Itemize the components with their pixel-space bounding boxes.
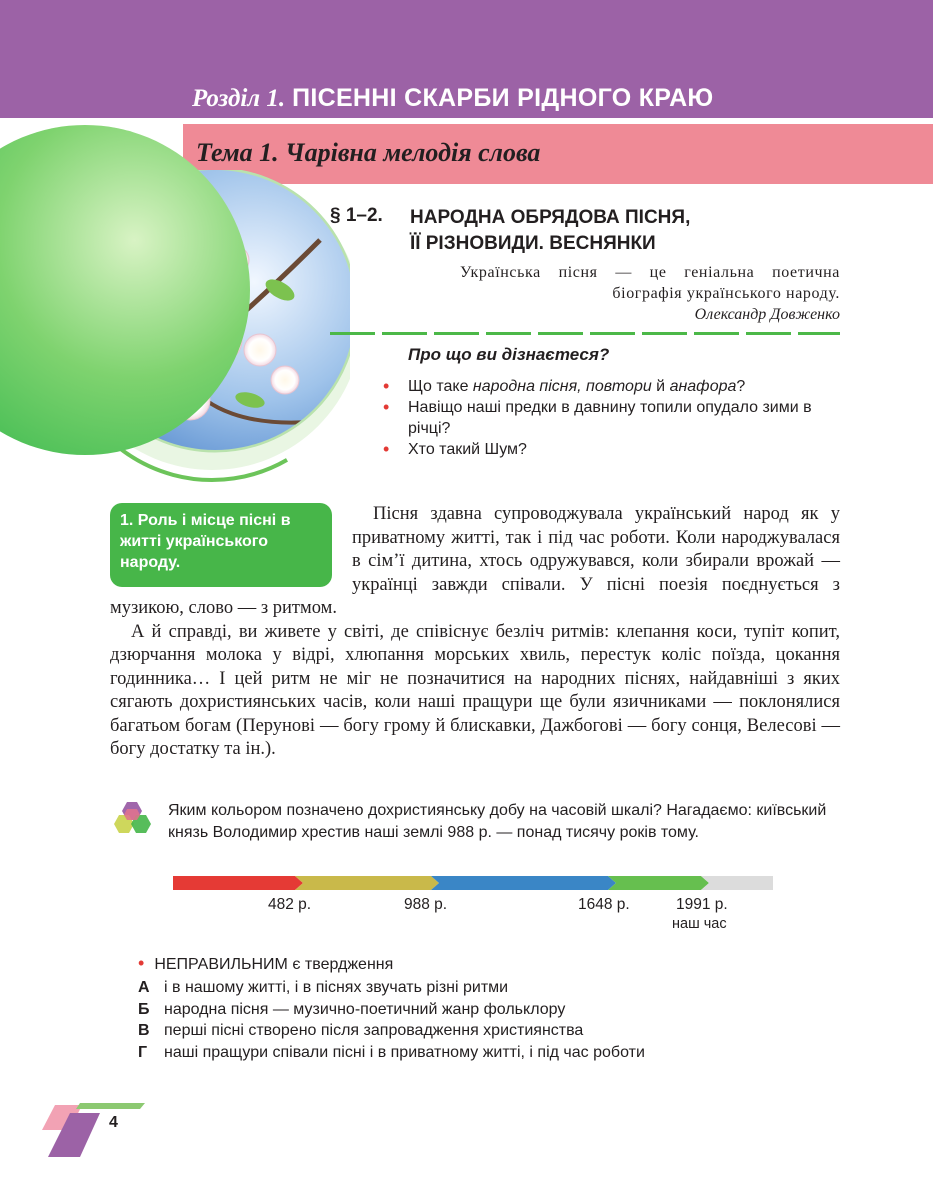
section-label: Розділ 1. [192, 85, 286, 112]
timeline-segment-gray [701, 876, 773, 890]
list-item: • Навіщо наші предки в давнину топили опудало зими в річці? [383, 397, 812, 437]
answer-option[interactable]: Г наші пращури співали пісні і в приватному житті, і під час роботи [138, 1043, 645, 1061]
bullet-icon: • [383, 439, 390, 459]
timeline-segments [173, 876, 773, 890]
learn-list [383, 376, 813, 460]
body-paragraph-2: А й справді, ви живете у світі, де співіснує безліч ритмів: клепання коси, тупіт копит, дзюрчання молока у відрі, хлюпання морських хвиль, перестук коліс поїзда, цокання годинника… І цей ритм не міг не позначитися на народних піснях, найдавніші з яких сягають дохристиянських часів, коли наші пращури ще були язичниками — поклонялися багатьом богам (Перунові — богу грому й блискавки, Дажбогові — богу сонця, Велесові — богу достатку та ін.). [110, 621, 840, 759]
dashed-divider [330, 332, 840, 335]
topic-title: Тема 1. Чарівна мелодія слова [196, 138, 541, 167]
paragraph-number: § 1–2. [330, 205, 383, 226]
list-item: • Хто такий Шум? [383, 439, 527, 459]
timeline-segment-green [608, 876, 709, 890]
section-title [192, 84, 714, 113]
timeline-segment-olive [295, 876, 439, 890]
answer-option[interactable]: Б народна пісня — музично-поетичний жанр фольклору [138, 1000, 566, 1018]
answer-option[interactable]: А і в нашому житті, і в піснях звучать різні ритми [138, 979, 509, 996]
timeline-segment-red [173, 876, 303, 890]
bullet-icon: • [138, 953, 145, 973]
paragraph-title-line2: ЇЇ РІЗНОВИДИ. ВЕСНЯНКИ [410, 233, 656, 254]
page-number: 4 [109, 1114, 118, 1131]
body-paragraph-1: Пісня здавна супроводжувала український народ як у приватному житті, так і під час роботи. Коли народжувалася в сім’ї дитина, хтось одружувався, коли збирали врожай — українці завжди співали. У пісні поезія поєднується з музикою, слово — з ритмом. [110, 504, 840, 618]
bullet-icon: • [383, 397, 390, 417]
footer-decoration [40, 1095, 150, 1165]
timeline-question: Яким кольором позначено дохристиянську добу на часовій шкалі? Нагадаємо: київський князь Володимир хрестив наші землі 988 р. — понад тисячу років тому. [168, 802, 827, 841]
timeline-label-482: 482 р. [268, 896, 312, 913]
answer-option[interactable]: В перші пісні створено після запровадження християнства [138, 1022, 584, 1039]
list-item: • Що таке народна пісня, повтори й анафора? [383, 376, 746, 396]
paragraph-title [410, 205, 690, 257]
timeline-segment-blue [431, 876, 616, 890]
question-hexagons-icon [110, 800, 160, 840]
timeline-label-now: наш час [672, 916, 727, 932]
paragraph-title-line1: НАРОДНА ОБРЯДОВА ПІСНЯ, [410, 207, 691, 228]
timeline-label-988: 988 р. [404, 896, 448, 913]
test-prompt: • НЕПРАВИЛЬНИМ є твердження [138, 953, 394, 973]
timeline-label-1991: 1991 р. [676, 896, 728, 913]
section-heading: ПІСЕННІ СКАРБИ РІДНОГО КРАЮ [292, 84, 714, 112]
subsection-heading: 1. Роль і місце пісні в житті українського народу. [110, 503, 332, 587]
learn-heading: Про що ви дізнаєтеся? [408, 345, 610, 364]
epigraph [460, 262, 840, 325]
epigraph-quote: Українська пісня — це геніальна поетична біографія українського народу. [460, 264, 840, 302]
bullet-icon: • [383, 376, 390, 396]
timeline-bar [173, 876, 773, 890]
epigraph-author: Олександр Довженко [694, 306, 840, 323]
answer-options [138, 977, 838, 1063]
timeline-label-1648: 1648 р. [578, 896, 630, 913]
blossom-photo [30, 170, 350, 490]
